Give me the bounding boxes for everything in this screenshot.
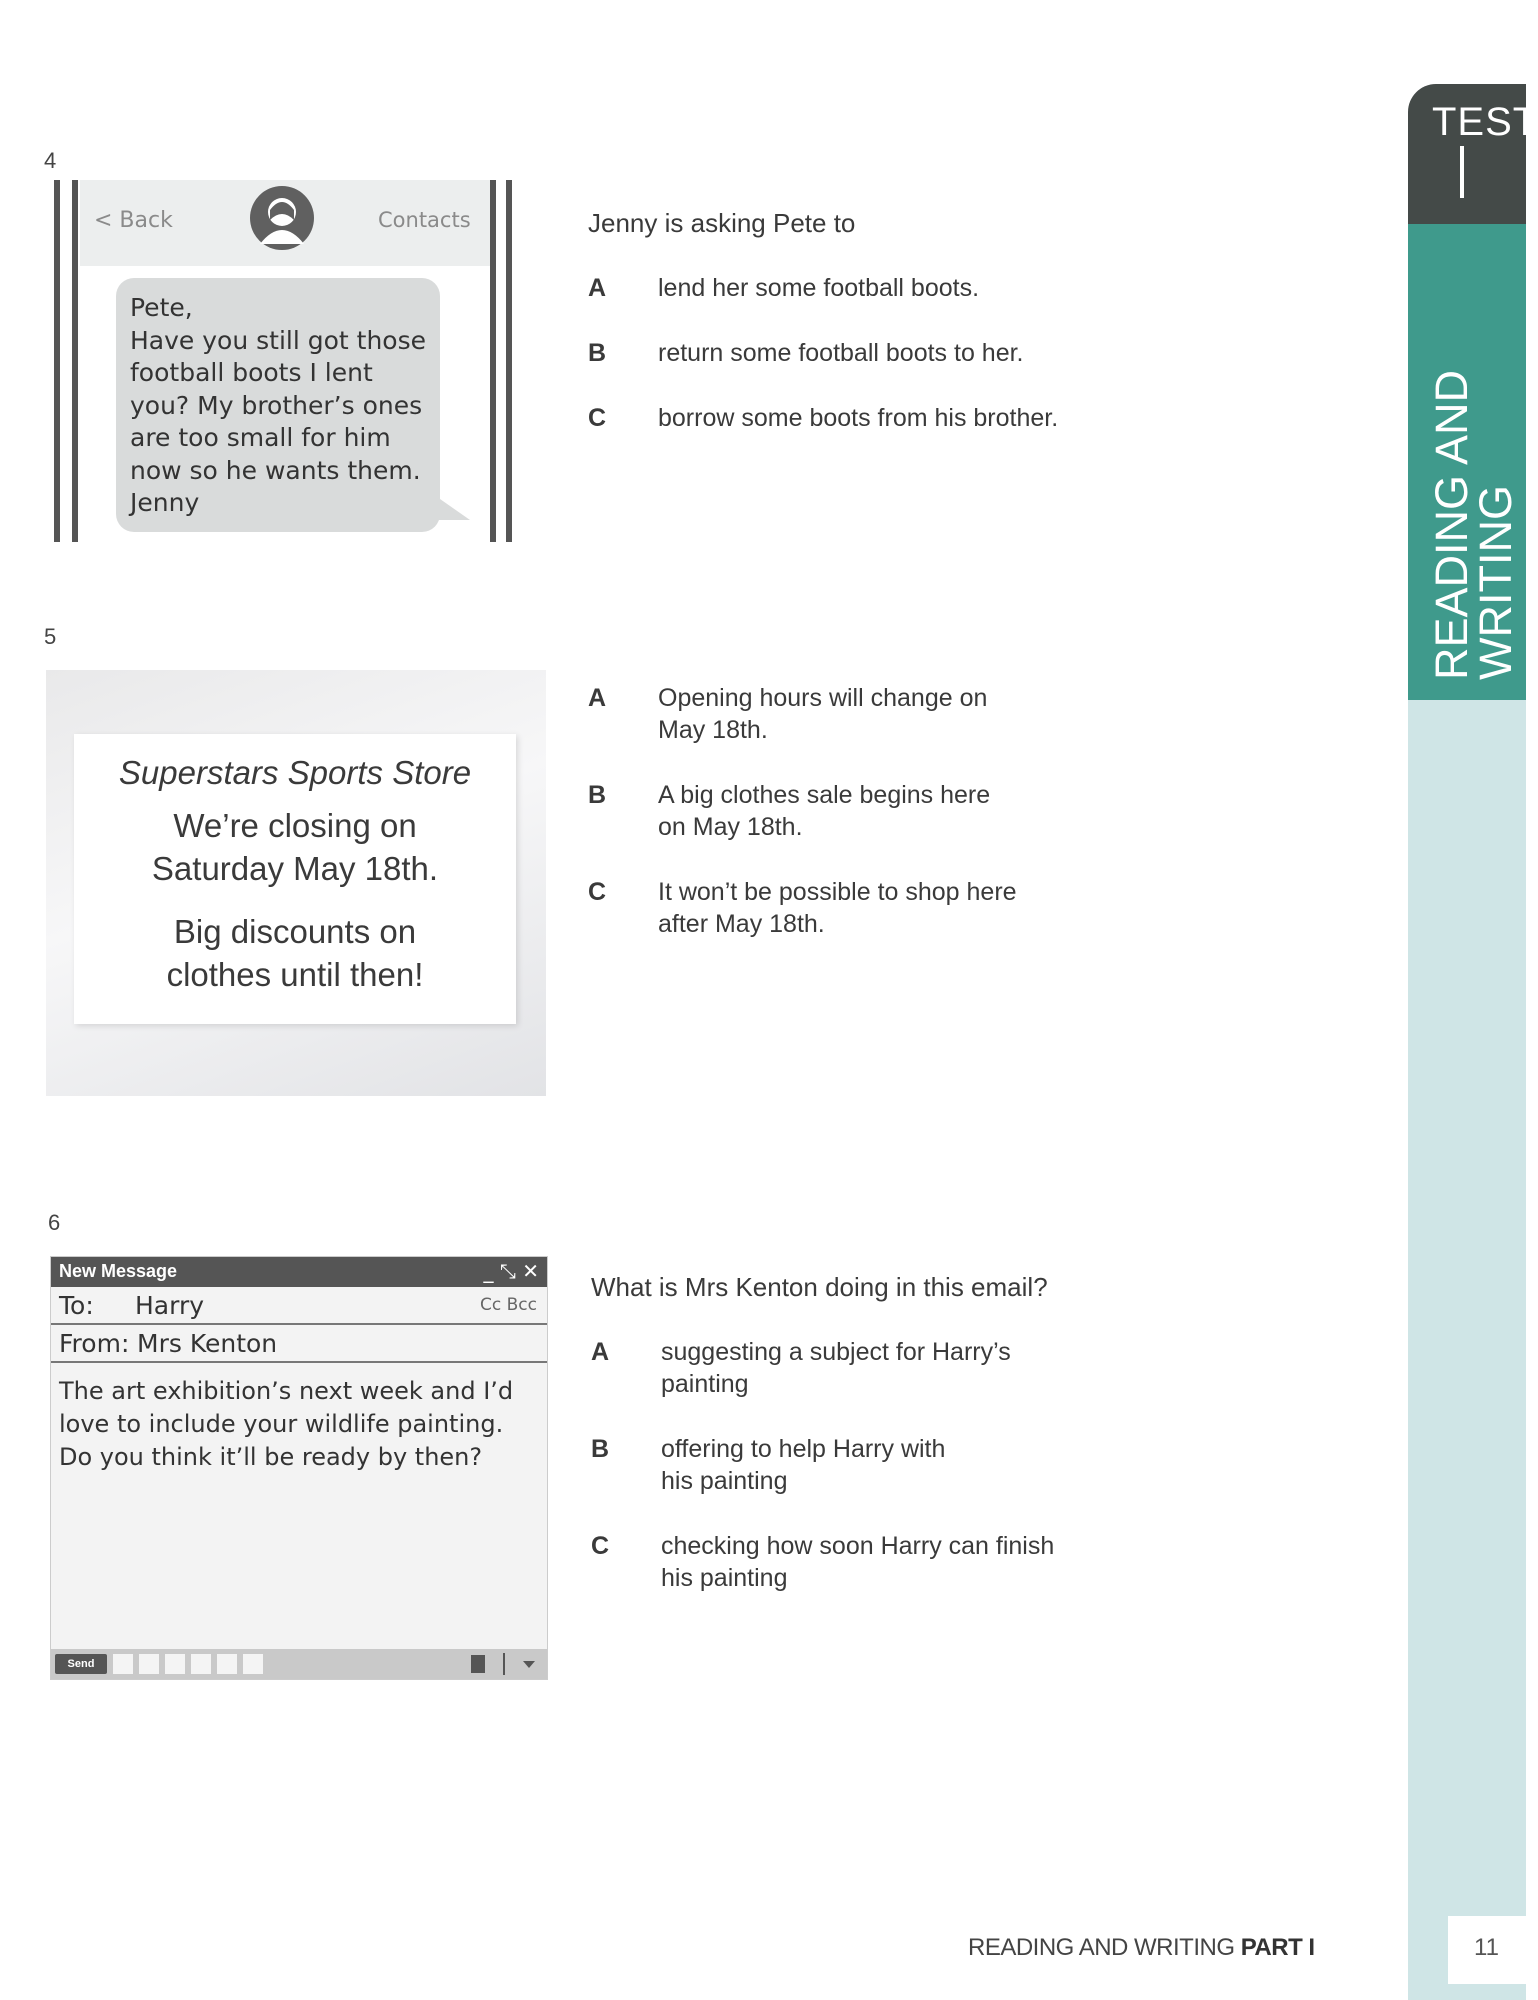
image-icon[interactable]	[217, 1654, 237, 1674]
notice-line-1: We’re closing on Saturday May 18th.	[151, 807, 439, 887]
question-6-prompt: What is Mrs Kenton doing in this email?	[591, 1272, 1048, 1302]
phone-back-button[interactable]: < Back	[94, 208, 173, 233]
question-4-option-a[interactable]	[588, 272, 979, 304]
message-text: Pete, Have you still got those football boots I lent you? My brother’s ones are too small for him now so he wants them. Jenny	[130, 293, 426, 517]
send-button[interactable]: Send	[55, 1654, 107, 1674]
question-5-option-b[interactable]	[588, 779, 990, 843]
email-to-field[interactable]: Harry	[135, 1291, 205, 1320]
contact-avatar-icon	[250, 186, 314, 250]
email-compose-window	[50, 1256, 548, 1680]
option-letter: A	[591, 1338, 610, 1366]
question-number-5: 5	[44, 624, 57, 649]
email-toolbar	[51, 1649, 547, 1679]
option-text: return some football boots to her.	[658, 339, 1024, 367]
option-letter: A	[588, 274, 607, 302]
option-text: Opening hours will change on May 18th.	[658, 684, 988, 744]
question-5-option-c[interactable]	[588, 876, 1017, 940]
option-letter: B	[588, 781, 607, 809]
option-text: It won’t be possible to shop here after May 18th.	[658, 878, 1017, 938]
message-bubble	[116, 278, 440, 532]
question-6-option-b[interactable]	[591, 1433, 945, 1497]
sidebar-section-line-1: READING AND	[1426, 369, 1477, 680]
footer-part: PART I	[1240, 1934, 1315, 1961]
question-6-option-c[interactable]	[591, 1530, 1054, 1594]
format-icon[interactable]	[113, 1654, 133, 1674]
email-from-label: From:	[59, 1329, 130, 1358]
test-label: TEST	[1432, 100, 1538, 144]
option-letter: C	[591, 1532, 610, 1560]
sidebar-section-line-2: WRITING	[1470, 485, 1521, 680]
question-4-prompt: Jenny is asking Pete to	[588, 208, 856, 238]
toolbar-divider	[503, 1653, 505, 1675]
email-from-row	[51, 1325, 547, 1363]
question-number-6: 6	[48, 1210, 61, 1235]
phone-frame-left-outer	[54, 180, 60, 542]
option-text: borrow some boots from his brother.	[658, 404, 1059, 432]
link-icon[interactable]	[165, 1654, 185, 1674]
option-text: checking how soon Harry can finish his painting	[661, 1532, 1055, 1592]
email-to-label: To:	[59, 1291, 94, 1320]
notice-title: Superstars Sports Store	[118, 754, 472, 791]
cc-bcc-links[interactable]: Cc Bcc	[480, 1295, 537, 1315]
question-5-option-a[interactable]	[588, 682, 987, 746]
email-to-row	[51, 1287, 547, 1325]
question-4-option-b[interactable]	[588, 337, 1024, 369]
option-text: offering to help Harry with his painting	[661, 1435, 946, 1495]
option-text: lend her some football boots.	[658, 274, 980, 302]
window-controls-icons[interactable]: _ ⤡ ✕	[483, 1259, 539, 1283]
phone-frame-left-inner	[72, 180, 78, 542]
option-letter: B	[588, 339, 607, 367]
emoji-icon[interactable]	[191, 1654, 211, 1674]
option-letter: C	[588, 878, 607, 906]
notice-line-2: Big discounts on clothes until then!	[166, 913, 424, 993]
email-from-field: Mrs Kenton	[137, 1329, 278, 1358]
phone-frame-right-inner	[490, 180, 496, 542]
email-window-title: New Message	[59, 1261, 178, 1281]
question-6-option-a[interactable]	[591, 1336, 1011, 1400]
sidebar-light-panel	[1408, 700, 1526, 2000]
footer-section: READING AND WRITING	[968, 1934, 1235, 1961]
option-letter: B	[591, 1435, 610, 1463]
sidebar-section-label	[1426, 340, 1521, 680]
footer	[968, 1934, 1315, 1962]
email-body[interactable]: The art exhibition’s next week and I’d love to include your wildlife painting. Do you think it’ll be ready by then?	[59, 1377, 514, 1471]
page-number: 11	[1474, 1934, 1499, 1961]
sidebar-test-tab	[1408, 84, 1538, 224]
question-4-option-c[interactable]	[588, 402, 1058, 434]
more-tools-icon[interactable]	[243, 1654, 263, 1674]
option-letter: C	[588, 404, 607, 432]
option-letter: A	[588, 684, 607, 712]
question-number-4: 4	[44, 148, 57, 173]
chevron-down-icon[interactable]	[523, 1661, 535, 1668]
attach-icon[interactable]	[139, 1654, 159, 1674]
test-number-mark	[1460, 146, 1464, 198]
phone-frame-right-outer	[506, 180, 512, 542]
option-text: suggesting a subject for Harry’s painting	[661, 1338, 1011, 1398]
store-notice	[74, 734, 516, 1024]
trash-icon[interactable]	[471, 1655, 485, 1673]
email-titlebar	[51, 1257, 547, 1287]
phone-contacts-button[interactable]: Contacts	[378, 208, 471, 232]
option-text: A big clothes sale begins here on May 18th.	[658, 781, 991, 841]
